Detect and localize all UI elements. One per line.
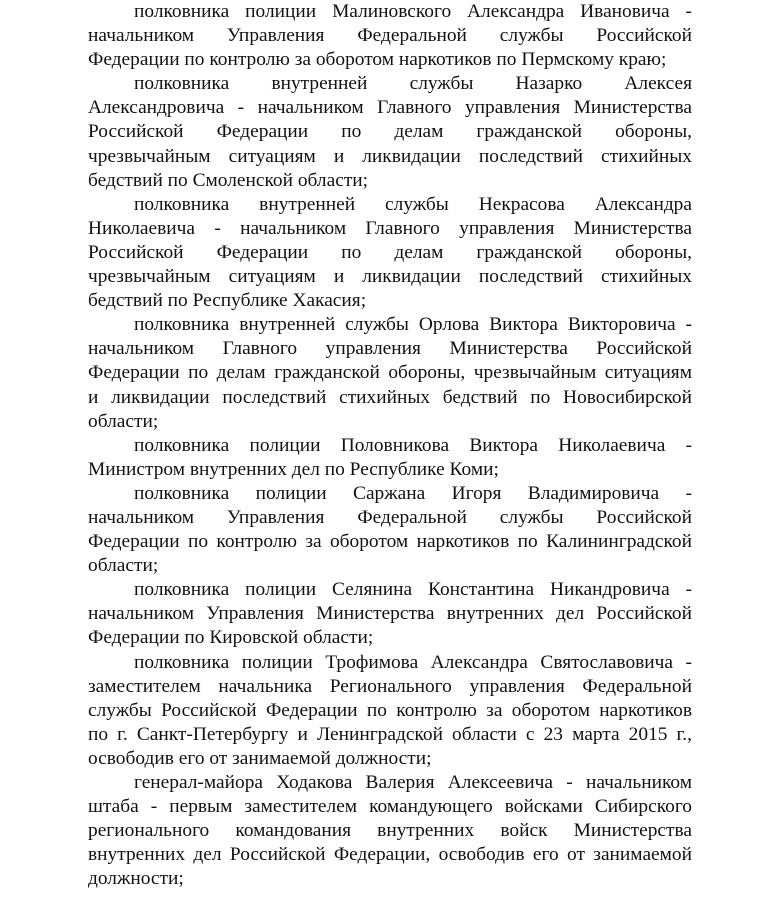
text-line: Федерации по Кировской области;	[88, 627, 374, 649]
paragraph-malinovsky	[88, 0, 692, 72]
text-line: области;	[88, 555, 159, 577]
text-line: начальником Главного управления Министерства Российской	[88, 338, 692, 360]
text-line: начальником Управления Федеральной службы Российской	[88, 25, 692, 47]
text-line: начальником Управления Министерства внутренних дел Российской	[88, 603, 692, 625]
text-line: Николаевича - начальником Главного управления Министерства	[88, 217, 692, 239]
paragraph-polovnikov	[88, 434, 692, 482]
text-line: бедствий по Смоленской области;	[88, 169, 369, 191]
text-line: полковника полиции Саржана Игоря Владимировича -	[134, 482, 692, 504]
text-line: полковника внутренней службы Назарко Алексея	[134, 73, 692, 95]
text-line: Министром внутренних дел по Республике Коми;	[88, 458, 499, 480]
document-page	[88, 0, 692, 891]
text-line: Александровича - начальником Главного управления Министерства	[88, 97, 692, 119]
text-line: Федерации по контролю за оборотом наркотиков по Калининградской	[88, 531, 692, 553]
paragraph-nazarko	[88, 72, 692, 192]
text-line: службы Российской Федерации по контролю за оборотом наркотиков	[88, 699, 692, 721]
text-line: полковника полиции Селянина Константина Никандровича -	[134, 579, 692, 601]
text-line: полковника полиции Половникова Виктора Николаевича -	[134, 434, 692, 456]
text-line: бедствий по Республике Хакасия;	[88, 290, 367, 312]
text-line: и ликвидации последствий стихийных бедствий по Новосибирской	[88, 386, 692, 408]
text-line: начальником Управления Федеральной службы Российской	[88, 506, 692, 528]
paragraph-selyanin	[88, 578, 692, 650]
text-line: Федерации по делам гражданской обороны, чрезвычайным ситуациям	[88, 362, 692, 384]
text-line: Федерации по контролю за оборотом наркотиков по Пермскому краю;	[88, 49, 667, 71]
text-line: Российской Федерации по делам гражданской обороны,	[88, 121, 692, 143]
text-line: штаба - первым заместителем командующего войсками Сибирского	[88, 796, 692, 818]
paragraph-nekrasov	[88, 193, 692, 313]
text-line: полковника полиции Трофимова Александра Святославовича -	[134, 651, 692, 673]
paragraph-orlov	[88, 313, 692, 433]
paragraph-khodakov	[88, 771, 692, 891]
text-line: должности;	[88, 868, 184, 890]
text-line: генерал-майора Ходакова Валерия Алексеевича - начальником	[134, 772, 692, 793]
paragraph-sarzhan	[88, 482, 692, 578]
text-line: по г. Санкт-Петербургу и Ленинградской области с 23 марта 2015 г.,	[88, 723, 692, 745]
text-line: освободив его от занимаемой должности;	[88, 747, 432, 769]
text-line: области;	[88, 410, 159, 432]
paragraph-trofimov	[88, 651, 692, 771]
text-line: полковника внутренней службы Некрасова Александра	[134, 193, 692, 215]
text-line: чрезвычайным ситуациям и ликвидации последствий стихийных	[88, 145, 692, 167]
text-line: полковника внутренней службы Орлова Виктора Викторовича -	[134, 314, 692, 336]
text-line: заместителем начальника Регионального управления Федеральной	[88, 675, 692, 697]
text-line: Российской Федерации по делам гражданской обороны,	[88, 241, 692, 263]
text-line: полковника полиции Малиновского Александра Ивановича -	[134, 1, 692, 22]
text-line: чрезвычайным ситуациям и ликвидации последствий стихийных	[88, 266, 692, 288]
text-line: регионального командования внутренних войск Министерства	[88, 820, 692, 842]
text-line: внутренних дел Российской Федерации, освободив его от занимаемой	[88, 844, 692, 866]
